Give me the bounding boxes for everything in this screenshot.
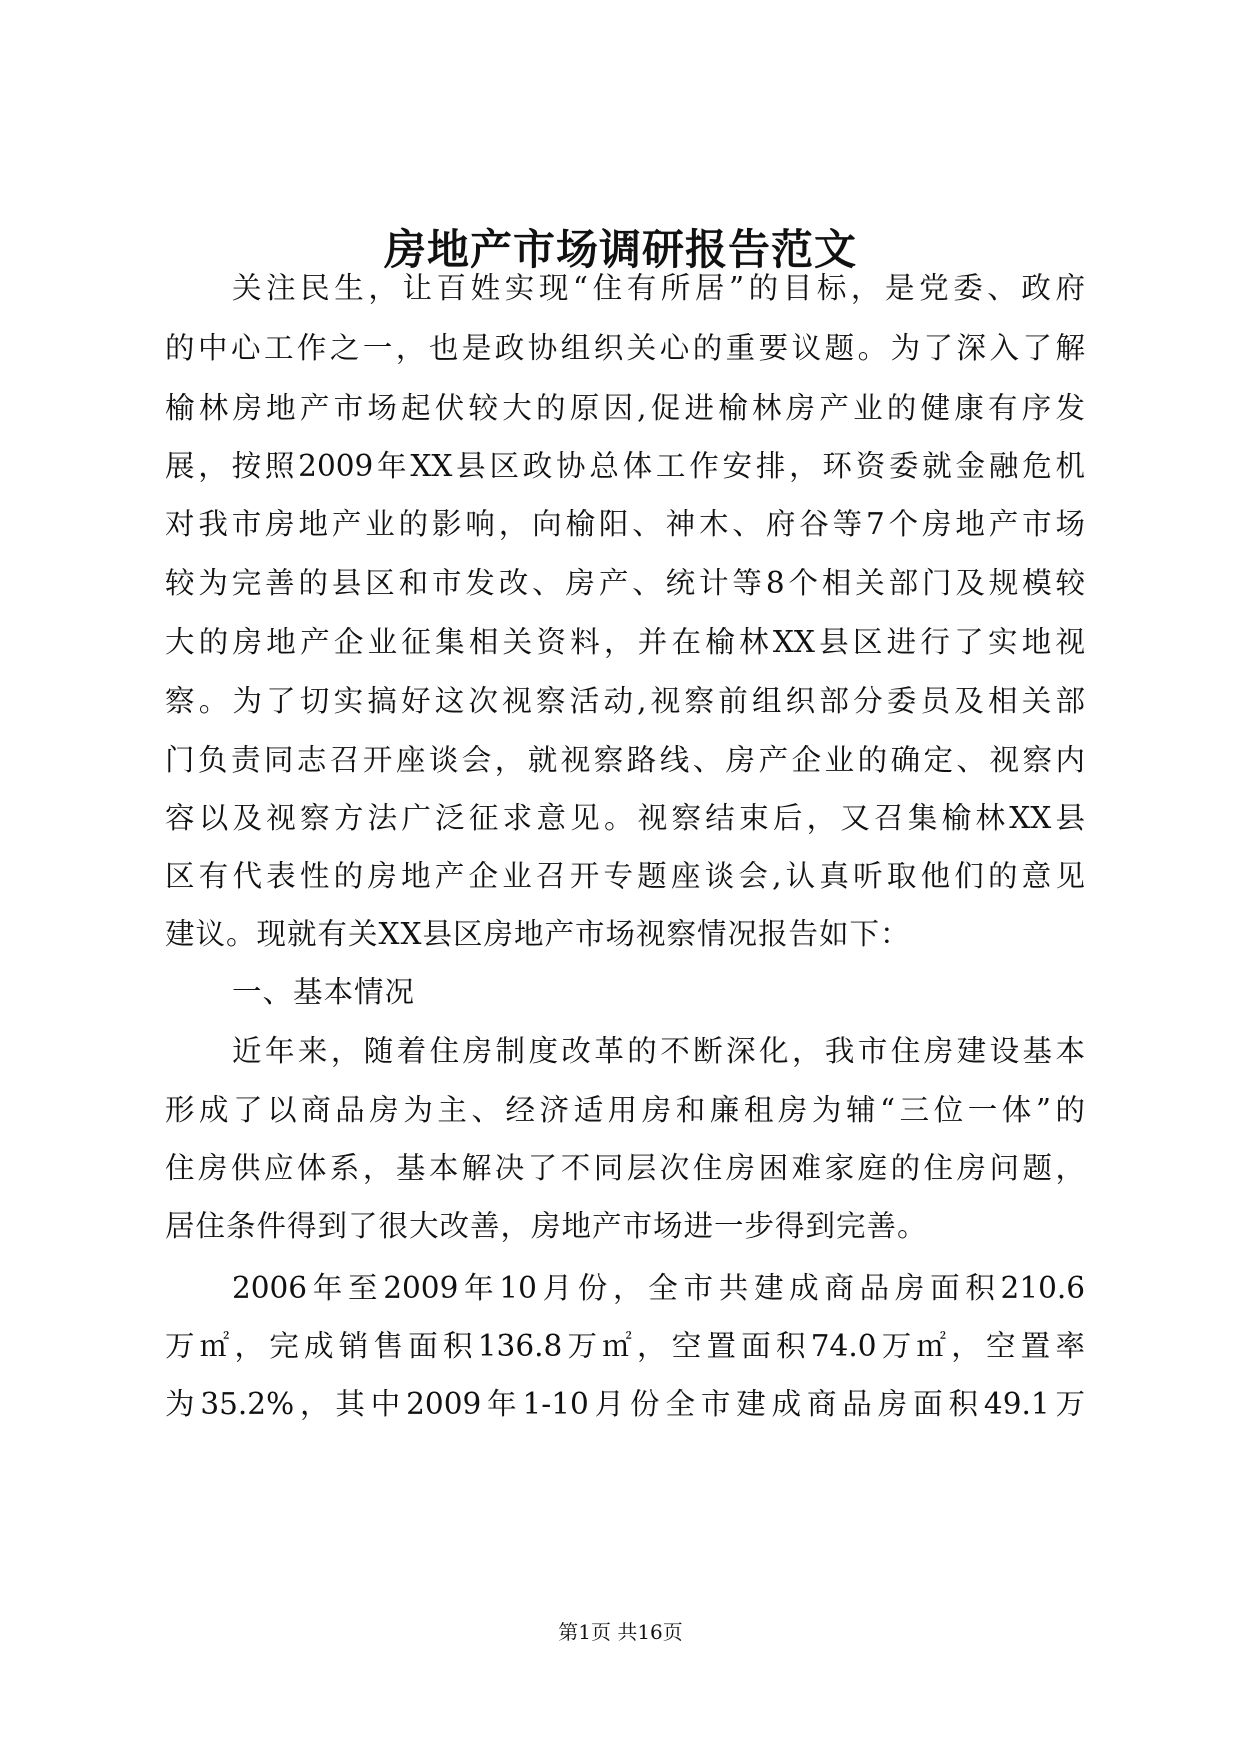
page-number-footer: 第1页 共16页 — [558, 1620, 683, 1644]
paragraph-line: 对我市房地产业的影响，向榆阳、神木、府谷等7个房地产市场 — [165, 507, 1085, 541]
paragraph-line: 容以及视察方法广泛征求意见。视察结束后，又召集榆林XX县 — [165, 801, 1085, 835]
paragraph-line: 万㎡，完成销售面积136.8万㎡，空置面积74.0万㎡，空置率 — [165, 1329, 1085, 1363]
paragraph-line: 大的房地产企业征集相关资料，并在榆林XX县区进行了实地视 — [165, 625, 1085, 659]
paragraph-line: 形成了以商品房为主、经济适用房和廉租房为辅“三位一体”的 — [165, 1093, 1085, 1127]
document-title: 房地产市场调研报告范文 — [383, 225, 857, 274]
paragraph-line: 住房供应体系，基本解决了不同层次住房困难家庭的住房问题， — [165, 1151, 1085, 1185]
paragraph-line: 门负责同志召开座谈会，就视察路线、房产企业的确定、视察内 — [165, 743, 1085, 777]
paragraph-line: 区有代表性的房地产企业召开专题座谈会,认真听取他们的意见 — [165, 859, 1085, 893]
paragraph-line: 察。为了切实搞好这次视察活动,视察前组织部分委员及相关部 — [165, 684, 1085, 718]
paragraph-line: 近年来，随着住房制度改革的不断深化，我市住房建设基本 — [232, 1034, 1085, 1068]
paragraph-line: 2006年至2009年10月份，全市共建成商品房面积210.6 — [232, 1271, 1085, 1305]
paragraph-line: 为35.2%，其中2009年1-10月份全市建成商品房面积49.1万 — [165, 1387, 1085, 1421]
paragraph-line: 的中心工作之一，也是政协组织关心的重要议题。为了深入了解 — [165, 331, 1085, 365]
paragraph-line: 关注民生，让百姓实现“住有所居”的目标，是党委、政府 — [232, 271, 1085, 305]
paragraph-line: 榆林房地产市场起伏较大的原因,促进榆林房产业的健康有序发 — [165, 391, 1085, 425]
section-heading: 一、基本情况 — [232, 975, 416, 1009]
paragraph-line: 展，按照2009年XX县区政协总体工作安排，环资委就金融危机 — [165, 449, 1085, 483]
paragraph-line: 建议。现就有关XX县区房地产市场视察情况报告如下： — [165, 917, 911, 951]
paragraph-line: 较为完善的县区和市发改、房产、统计等8个相关部门及规模较 — [165, 566, 1085, 600]
paragraph-line: 居住条件得到了很大改善，房地产市场进一步得到完善。 — [165, 1209, 928, 1243]
